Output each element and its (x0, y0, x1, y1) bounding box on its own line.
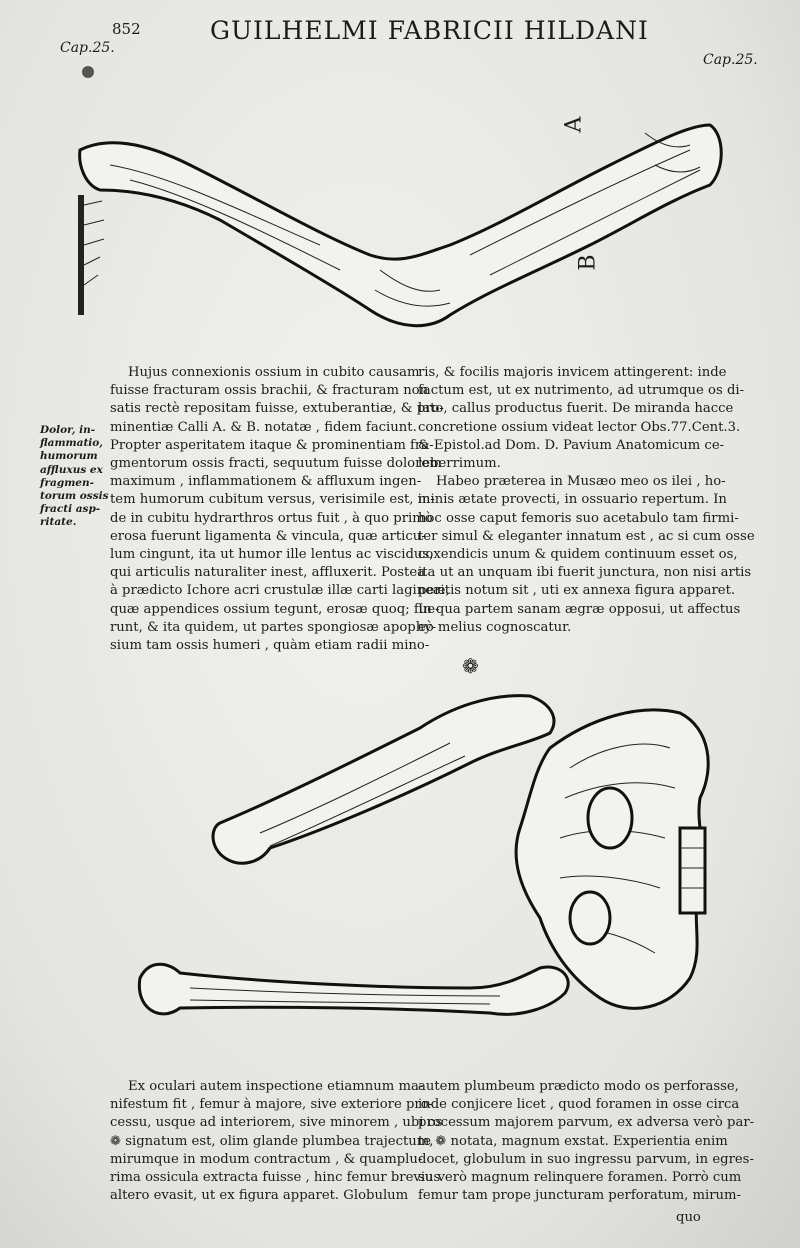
text-line: ris, & focilis majoris invicem attingerent: inde (418, 365, 727, 380)
margin-note-line: humorum (40, 450, 98, 463)
text-line: su verò magnum relinquere foramen. Porrò cum (418, 1170, 742, 1186)
text-line: factum est, ut ex nutrimento, ad utrumque os di- (418, 383, 745, 399)
text-line: rima ossicula extracta fuisse , hinc femur brevius (110, 1170, 441, 1186)
text-line: peritis notum sit , uti ex annexa figura apparet. (418, 583, 736, 599)
left-text-column (110, 364, 450, 655)
text-line: autem plumbeum prædicto modo os perforasse, (418, 1079, 739, 1094)
catchword: quo (676, 1210, 701, 1225)
text-line: erosa fuerunt ligamenta & vincula, quæ articu- (110, 528, 426, 544)
text-line: gmentorum ossis fracti, sequutum fuisse dolorem (110, 456, 442, 472)
text-line: Habeo præterea in Musæo meo os ilei , ho- (436, 474, 726, 490)
text-line: ita ut an unquam ibi fuerit junctura, non nisi artis (418, 565, 752, 581)
text-line: fuisse fracturam ossis brachii, & fracturam non (110, 383, 429, 399)
text-line: docet, globulum in suo ingressu parvum, in egres- (418, 1151, 754, 1167)
text-line: femur tam prope juncturam perforatum, mirum- (418, 1188, 741, 1204)
text-line: minis ætate provecti, in ossuario repertum. In (418, 492, 727, 508)
chapter-marker-right: Cap.25. (703, 52, 758, 68)
text-line: coxendicis unum & quidem continuum esset os, (418, 547, 738, 563)
figure-label-b: B (575, 254, 601, 271)
bottom-right-text-column (418, 1078, 755, 1205)
text-line: lato, callus productus fuerit. De miranda hacce (418, 401, 734, 417)
margin-note-line: Dolor, in- (40, 424, 96, 436)
text-line: qui articulis naturaliter inest, affluxerit. Postea (110, 565, 426, 581)
text-line: à prædicto Ichore acri crustulæ illæ carti lagineæ, (110, 583, 450, 599)
text-line: hoc osse caput femoris suo acetabulo tam firmi- (418, 510, 739, 526)
bottom-left-text-column (110, 1078, 443, 1205)
text-line: te ❁ notata, magnum exstat. Experientia enim (418, 1133, 728, 1149)
text-line: processum majorem parvum, ex adversa verò par- (418, 1115, 755, 1131)
ink-spot (82, 66, 94, 78)
margin-note-line: fragmen- (40, 476, 94, 489)
text-line: runt, & ita quidem, ut partes spongiosæ apophy- (110, 619, 437, 635)
hip-femur-illustration (120, 688, 720, 1068)
text-line: de in cubitu hydrarthros ortus fuit , à quo primò (110, 510, 433, 526)
figure-label-a: A (561, 116, 587, 133)
right-text-column (418, 364, 755, 637)
text-line: leberrimum. (418, 456, 501, 472)
page-number: 852 (112, 20, 141, 38)
text-line: Propter asperitatem itaque & prominentiam fra- (110, 437, 434, 453)
margin-note-line: torum ossis (40, 490, 109, 503)
text-line: sium tam ossis humeri , quàm etiam radii mino- (110, 638, 430, 654)
margin-note (40, 424, 108, 530)
ornament-glyph: ❁ (462, 654, 479, 678)
text-line: In qua partem sanam ægræ opposui, ut affectus (418, 601, 741, 617)
text-line: eò melius cognoscatur. (418, 619, 572, 635)
margin-note-line: ritate. (40, 516, 77, 529)
text-line: ter simul & eleganter innatum est , ac si cum osse (418, 528, 755, 544)
text-line: altero evasit, ut ex figura apparet. Globulum (110, 1188, 409, 1204)
text-line: quæ appendices ossium tegunt, erosæ quoq; fue- (110, 601, 440, 617)
text-line: maximum , inflammationem & affluxum ingen- (110, 474, 422, 490)
text-line: minentiæ Calli A. & B. notatæ , fidem faciunt. (110, 419, 417, 435)
text-line: mirumque in modum contractum , & quamplu- (110, 1151, 423, 1167)
margin-note-line: flammatio, (40, 437, 103, 450)
text-line: nifestum fit , femur à majore, sive exteriore pro- (110, 1097, 434, 1113)
text-line: concretione ossium videat lector Obs.77.Cent.3. (418, 419, 741, 435)
chapter-marker-left: Cap.25. (60, 40, 115, 56)
text-line: Hujus connexionis ossium in cubito causam (128, 365, 420, 380)
text-line: satis rectè repositam fuisse, extuberantiæ, & pro- (110, 401, 444, 417)
text-line: tem humorum cubitum versus, verisimile est, in- (110, 492, 435, 508)
text-line: & Epistol.ad Dom. D. Pavium Anatomicum ce- (418, 437, 725, 453)
running-title: GUILHELMI FABRICII HILDANI (210, 16, 649, 45)
margin-note-line: fracti asp- (40, 503, 101, 516)
text-line: inde conjicere licet , quod foramen in osse circa (418, 1097, 740, 1113)
text-line: Ex oculari autem inspectione etiamnum ma- (128, 1079, 424, 1094)
text-line: ❁ signatum est, olim glande plumbea trajectum, (110, 1133, 434, 1149)
text-line: cessu, usque ad interiorem, sive minorem , ubi os (110, 1115, 443, 1131)
text-line: lum cingunt, ita ut humor ille lentus ac viscidus, (110, 547, 434, 563)
margin-note-line: affluxus ex (40, 463, 103, 476)
elbow-bones-illustration (70, 105, 730, 345)
